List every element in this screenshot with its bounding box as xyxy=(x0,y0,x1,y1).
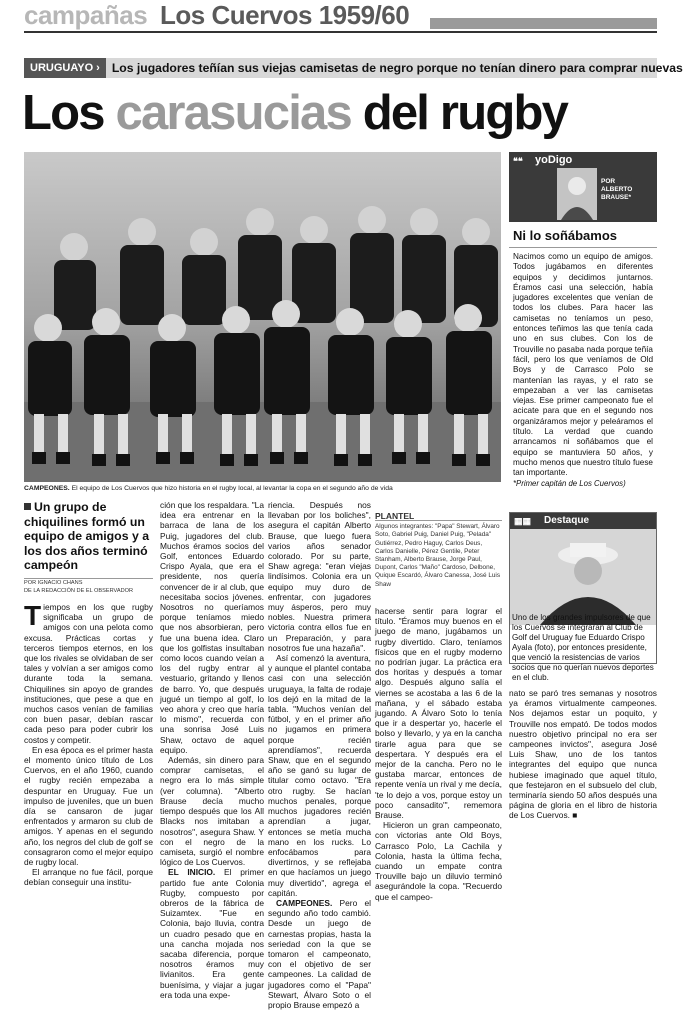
team-photo xyxy=(24,152,501,482)
article-column-1 xyxy=(24,602,153,888)
opinion-title: Ni lo soñábamos xyxy=(509,222,657,248)
col3-section-label: CAMPEONES. xyxy=(276,897,333,908)
kicker xyxy=(24,58,683,78)
kicker-text: Los jugadores teñían sus viejas camisetas de negro porque no tenían dinero para comprar nuevas xyxy=(111,61,683,75)
col4-paragraph-1: hacerse sentir para lograr el título. "Éramos muy buenos en el juego de mano, jugábamos un rugby divertido. Claro, teníamos físicos que en el rugby moderno no podrían jugar. La práctica era dos horitas y después a tomar algo. Después alguno salía el viernes se acostaba a las 6 de la mañana, y el sábado estaba jugando. A Álvaro Soto lo tenía que ir a despertar yo, hacerle el bolso y llevarlo, y ya en la cancha tirarle agua para que se despertara. Y después era el mejor de la cancha. Pero no le gustaba marcar, entonces de repente venía un rival y me decía, 'te lo dejo a vos, porque estoy un poco cansadito'", rememora Brause. xyxy=(375,606,502,821)
headline-part-2: carasucias xyxy=(115,86,351,140)
headline-part-3: del rugby xyxy=(350,86,568,140)
roster-box xyxy=(375,512,502,589)
highlight-label: Destaque xyxy=(544,515,590,526)
col3-paragraph-1: riencia. Después nos llevaban por los boliches", asegura el capitán Alberto Brause, que luego fuera varios años senador colorado. Por su parte, Shaw agrega: "eran viejas lindísimos. Colonia era un equipo muy duro de enfrentar, con jugadores muy ásperos, pero muy nobles. Nuestra primera victoria contra ellos fue en un Preparación, y para nosotros fue una hazaña". xyxy=(268,500,371,653)
photo-caption-text: El equipo de Los Cuervos que hizo historia en el rugby local, al levantar la copa en el segundo año de vida xyxy=(69,485,393,492)
opinion-body: Nacimos como un equipo de amigos. Todos jugábamos en diferentes equipos y decidimos juntarnos. Éramos casi una selección, había jugadores excelentes que venían de todos los clubes. Para hacer las camisetas no teníamos un peso, entonces teñimos las que tenía cada uno en sus clubes. Con los de Trouville no pasaba nada porque teñía fácil, pero los que veníamos de Old Boys y de Carrasco Polo se mantenían las rayas, y el rato se empezaban a ver las camisetas viejas. Ese primer campeonato fue el acicate para que en el segundo nos organizáramos mejor y peleáramos el título. La verdad que cuando arrancamos ni soñábamos que el equipo se mantuviera 50 años, y mucho menos que nuestro título fuese tan importante. xyxy=(513,252,653,478)
photo-caption xyxy=(24,484,501,493)
headline xyxy=(22,84,567,142)
col2-paragraph-3-text: El primer partido fue ante Colonia Rugby, compuesto por obreros de la fábrica de Suizamtex. "Fue en Colonia, bajo lluvia, contra un cuadro pesado que en una cancha mojada nos sacaba diferencia, porque nosotros éramos muy livianitos. Era gente buenísima, y viajar a jugar era toda una expe- xyxy=(160,867,264,1000)
author-por: POR xyxy=(601,178,616,185)
author-credit xyxy=(601,178,657,202)
author-portrait xyxy=(557,168,597,220)
highlight-header xyxy=(510,513,656,529)
col2-paragraph-2: Además, sin dinero para comprar camisetas, el negro era lo más simple (ver columna). "Alberto Brause decía mucho tiempo después que los All Blacks nos imitaban a nosotros", asegura Shaw. Y con el negro de la camiseta, surgió el nombre lógico de Los Cuervos. xyxy=(160,755,264,868)
author-portrait-image xyxy=(557,168,597,220)
col1-paragraph-1-text: iempos en los que rugby significaba un grupo de amigos con una pelota como excusa. Prácticas cortas y terceros tiempos eternos, en los que los rivales se olvidaban de ser tales y volvían a ser amigos como durante toda la semana. Chiquilines sin apoyo de grandes instituciones, que pese a que en muchos casos venían de familias con buen pasar, debían rascar cada peso para poder cubrir los costos y competir. xyxy=(24,602,153,745)
roster-title: PLANTEL xyxy=(375,512,502,521)
col1-paragraph-3: El arranque no fue fácil, porque debían conseguir una institu- xyxy=(24,867,153,888)
col3-paragraph-2: Así comenzó la aventura, y aunque el plantel contaba casi con una selección uruguaya, la falta de rodaje los dejó en la mitad de la tabla. "Muchos venían del fútbol, y en el primer año no jugamos en primera porque recién aprendíamos", recuerda Shaw, que en el segundo año se ganó su lugar de titular como octavo. "Era otro rugby. Se hacían muchos penales, porque muchos jugadores recién aprendían a jugar, entonces se metía mucha mano en los rucks. Lo enfocábamos para divertirnos, y se reflejaba en que hacíamos un juego muy divertido", agrega el capitán. xyxy=(268,653,371,898)
opinion-header xyxy=(509,152,657,222)
col2-section-label: EL INICIO. xyxy=(168,867,216,878)
article-column-2 xyxy=(160,500,264,1000)
kicker-tag: URUGUAYO › xyxy=(24,58,106,78)
page-section-title: Los Cuervos 1959/60 xyxy=(160,0,410,30)
article-lead xyxy=(24,500,153,573)
byline xyxy=(24,578,153,595)
opinion-sidebar xyxy=(509,152,657,488)
highlight-photo xyxy=(510,529,656,625)
col1-paragraph-1 xyxy=(24,602,153,745)
byline-author: POR IGNACIO CHANS xyxy=(24,580,83,586)
col3-paragraph-3-text: Pero el segundo año todo cambió. Desde un juego de carnestas propias, hasta la seriedad con la que se tomaron el campeonato, con el objetivo de ser campeones. La calidad de jugadores como el "Papa" Stewart, Álvaro Soto o el propio Brause empezó a xyxy=(268,897,371,1010)
dropcap: T xyxy=(24,600,42,631)
opinion-signature: *Primer capitán de Los Cuervos) xyxy=(513,478,626,488)
lead-text: Un grupo de chiquilines formó un equipo de amigos y a los dos años terminó campeón xyxy=(24,500,150,572)
article-column-3 xyxy=(268,500,371,1010)
col2-paragraph-3 xyxy=(160,867,264,1000)
article-column-4 xyxy=(375,606,502,902)
masthead-bar xyxy=(430,18,657,29)
headline-part-1: Los xyxy=(22,86,116,140)
quote-icon: ❝❝ xyxy=(513,156,523,166)
col1-paragraph-2: En esa época es el primer hasta el momento único título de Los Cuervos, en el año 1960, cuando el rugby recién empezaba a despuntar en Uruguay. Fue un impulso de juveniles, que un buen día se cansaron de jugar enfrentados y armaron su club de amigos. Y apenas en el segundo año, los negros del club de golf se consagraron como el mejor equipo de rugby local. xyxy=(24,744,153,868)
section-label: campañas xyxy=(24,0,148,30)
photo-caption-label: CAMPEONES. xyxy=(24,485,70,492)
opinion-label: yoDigo xyxy=(535,154,573,166)
article-column-5 xyxy=(509,688,657,821)
lead-bullet xyxy=(24,503,31,510)
highlight-icon: ▦▦ xyxy=(514,516,532,526)
col3-paragraph-3 xyxy=(268,898,371,1010)
team-photo-image xyxy=(24,152,501,482)
author-name: ALBERTO BRAUSE* xyxy=(601,186,633,201)
col2-paragraph-1: ción que los respaldara. "La idea era entrenar en la barraca de lana de los Puig, jugadores del club. Muchos éramos socios del Golf, entonces Eduardo Crispo Ayala, que era el presidente, nos quería convencer de ir al club, que necesitaba socios jóvenes. Nosotros no queríamos porque teníamos miedo que nos absorbieran, pero fue una buena idea. Claro que los golfistas insultaban como locos cuando veían a los del rugby entrar al vestuario, gritando y llenos de barro. Yo, que después jugué un tiempo al golf, lo veo ahora y creo que haría lo mismo", recuerda con una sonrisa José Luis Shaw, octavo de aquel equipo. xyxy=(160,500,264,755)
col5-paragraph-1: nato se paró tres semanas y nosotros ya éramos virtualmente campeones. Nos dejamos estar un poquito, y Trouville nos empató. De todos modos nuestro objetivo principal no era ser campeones invictos", asegura José Luis Shaw, uno de los tantos integrantes del equipo que nunca hubiese imaginado que aquel título, que festejaron en el subsuelo del club, terminaría siendo 50 años después una página de gloria en el libro de historia de Los Cuervos. ■ xyxy=(509,688,657,821)
roster-text: Algunos integrantes: "Papa" Stewart, Álvaro Soto, Gabriel Puig, Daniel Puig, "Pelada" Gutiérrez, Pedro Haguy, Carlos Deus, Carlos Danielle, Pérez Gentile, Peter Stanham, Alberto Brause, Jorge Paul, Dupont, Carlos "Maño" Cardoso, Delbone, Quique Escardó, Álvaro Canessa, José Luis Shaw xyxy=(375,523,501,588)
byline-outlet: DE LA REDACCIÓN DE EL OBSERVADOR xyxy=(24,587,134,594)
highlight-text: Uno de los grandes impulsores de que los Cuervos se integraran al Club de Golf del Uruguay fue Eduardo Crispo Ayala (foto), por entonces presidente, que venció la resistencias de varios socios que no querían nuevos deportes en el club. xyxy=(512,613,654,682)
masthead xyxy=(0,0,657,30)
col4-paragraph-2: Hicieron un gran campeonato, con victorias ante Old Boys, Carrasco Polo, La Cachila y Colonia, hasta la última fecha, cuando un empate contra Trouville bajo un diluvio terminó asegurándole la copa. "Recuerdo que el campeo- xyxy=(375,820,502,902)
masthead-rule xyxy=(24,31,657,33)
highlight-photo-image xyxy=(510,529,656,625)
